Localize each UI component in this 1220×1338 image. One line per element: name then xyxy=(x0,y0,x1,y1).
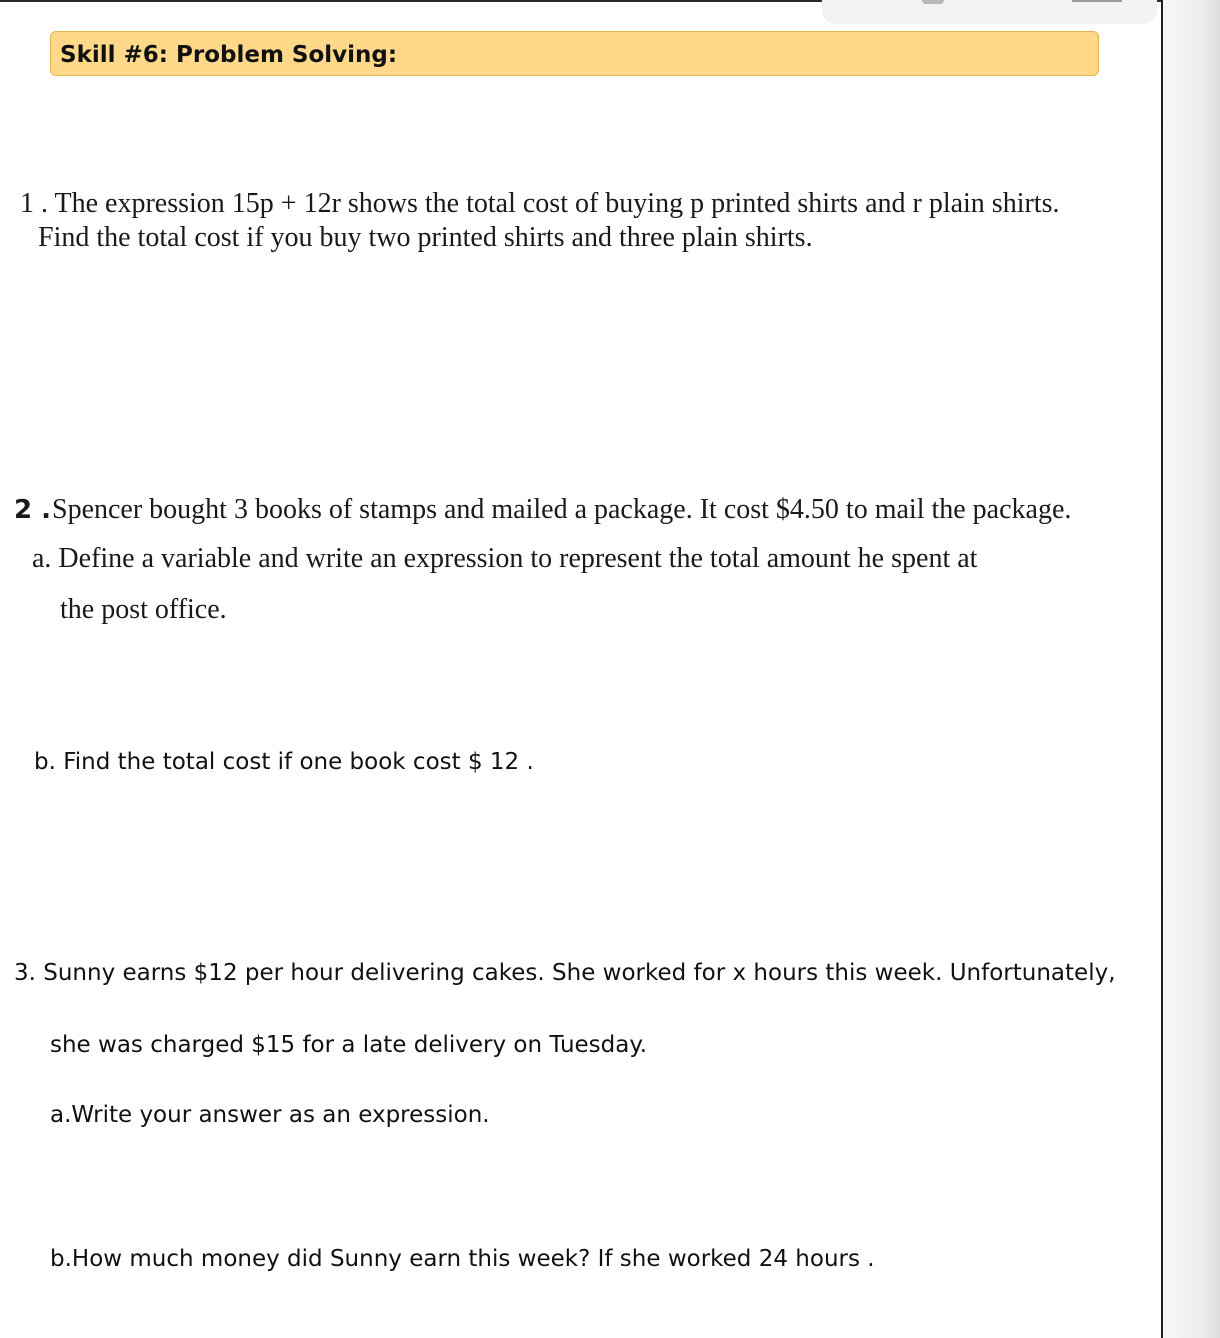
toolbar-edge-mark xyxy=(1072,0,1122,2)
question-2-line-1: Spencer bought 3 books of stamps and mailed a package. It cost $4.50 to mail the package. xyxy=(52,494,1072,525)
question-3b: b.How much money did Sunny earn this week? If she worked 24 hours . xyxy=(50,1246,875,1272)
question-1-line-1: 1 . The expression 15p + 12r shows the total cost of buying p printed shirts and r plain shirts. xyxy=(20,188,1060,219)
question-1-line-2: Find the total cost if you buy two printed shirts and three plain shirts. xyxy=(38,222,813,253)
question-3-line-1: 3. Sunny earns $12 per hour delivering cakes. She worked for x hours this week. Unfortunately, xyxy=(14,960,1116,986)
skill-title: Skill #6: Problem Solving: xyxy=(60,42,398,68)
question-2a-line-1: a. Define a variable and write an expression to represent the total amount he spent at xyxy=(32,543,978,574)
question-2b: b. Find the total cost if one book cost $ 12 . xyxy=(34,749,534,775)
skill-banner xyxy=(50,31,1099,76)
question-3a: a.Write your answer as an expression. xyxy=(50,1102,490,1128)
question-2a-line-2: the post office. xyxy=(60,594,227,625)
question-2-number: 2 . xyxy=(14,495,52,525)
toolbar-handle-mark xyxy=(922,0,944,4)
question-3-line-2: she was charged $15 for a late delivery on Tuesday. xyxy=(50,1032,648,1058)
toolbar-shadow xyxy=(822,0,1157,24)
scroll-gutter xyxy=(1163,0,1220,1338)
